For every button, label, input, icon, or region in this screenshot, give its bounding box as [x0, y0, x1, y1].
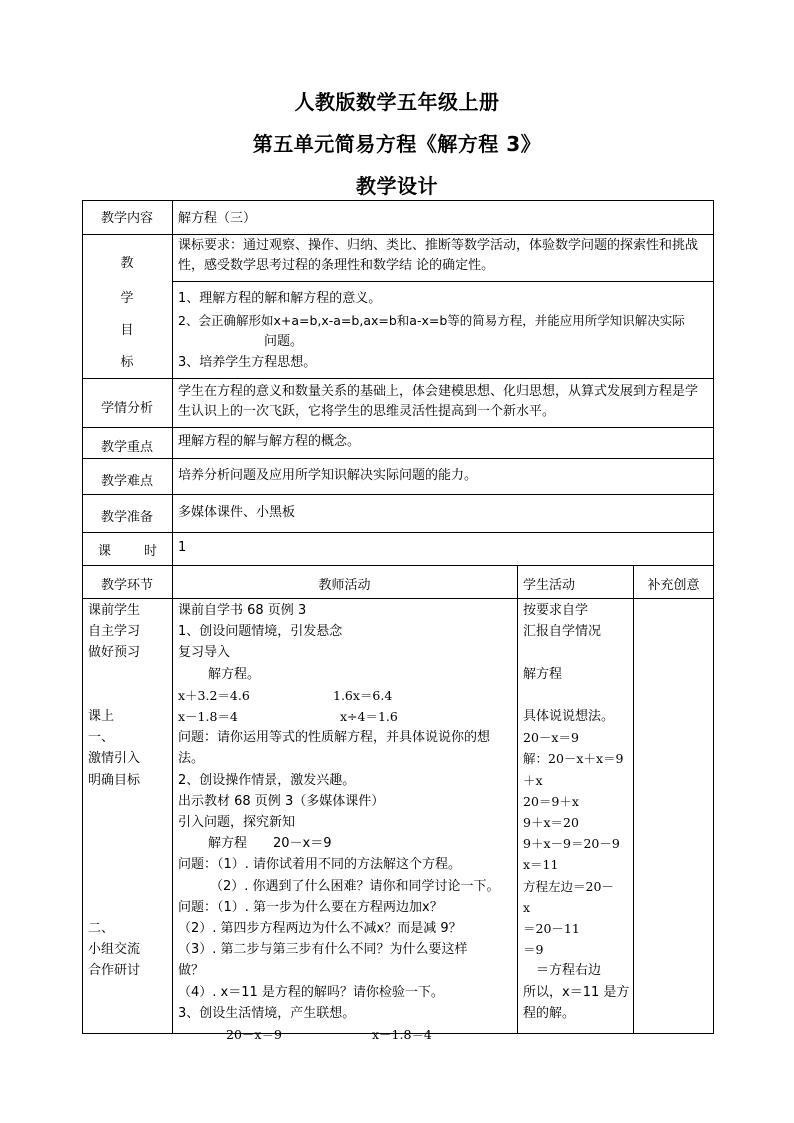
analysis-value: 学生在方程的意义和数量关系的基础上，体会建模思想、化归思想，从算式发展到方程是学生认识上的一次飞跃，它将学生的思维灵活性提高到一个新水平。 [178, 384, 699, 419]
stage-line: 小组交流 [88, 942, 141, 958]
doc-title-line2: 第五单元简易方程《解方程 3》 [252, 132, 542, 156]
teacher-activity-line: 解方程 20－x＝9 [208, 836, 332, 852]
stage-line: 课上 [88, 709, 115, 724]
stage-line: 合作研讨 [88, 963, 141, 979]
student-activity-line: 程的解。 [523, 1005, 576, 1021]
goal-item: 问题。 [264, 334, 304, 349]
prep-label: 教学准备 [100, 510, 153, 525]
content-label: 教学内容 [100, 211, 153, 226]
student-activity-line: ＝9 [523, 942, 544, 958]
header-student: 学生活动 [523, 578, 576, 593]
stage-line: 一、 [88, 730, 115, 746]
stage-line: 二、 [88, 921, 115, 936]
stage-line: 明确目标 [88, 772, 141, 788]
difficulty-label: 教学难点 [100, 474, 153, 489]
stage-line: 激情引入 [88, 751, 141, 767]
student-activity-line: ＋x [523, 772, 543, 788]
doc-title-line1: 人教版数学五年级上册 [294, 90, 500, 114]
student-activity-line: 方程左边＝20－ [523, 878, 614, 894]
hours-value: 1 [178, 540, 187, 555]
teacher-activity-line: 问题：请你运用等式的性质解方程，并具体说说你的想 [178, 730, 491, 746]
header-stage: 教学环节 [100, 578, 153, 593]
stage-line: 自主学习 [88, 624, 141, 640]
teacher-activity-line: （3）. 第二步与第三步有什么不同？为什么要这样 [178, 942, 468, 958]
teacher-activity-line: 引入问题，探究新知 [178, 815, 296, 830]
student-activity-line: x＝11 [523, 857, 559, 873]
student-activity-line: 9＋x＝20 [523, 815, 579, 830]
goals-label-char: 目 [120, 323, 134, 338]
teacher-activity-line: x－1.8＝4 [178, 709, 238, 724]
student-activity-line: 20＝9＋x [523, 793, 579, 809]
teacher-activity-line: （4）. x＝11 是方程的解吗？请你检验一下。 [178, 984, 444, 1000]
student-activity-line: 9＋x－9＝20－9 [523, 836, 620, 852]
student-activity-line: 所以，x＝11 是方 [523, 984, 630, 1000]
student-activity-line: ＝20－11 [523, 921, 580, 936]
key-label: 教学重点 [100, 440, 153, 455]
student-activity-line: 解：20－x＋x＝9 [523, 751, 624, 767]
teacher-activity-line: 课前自学书 68 页例 3 [178, 603, 307, 618]
goal-item: 2、会正确解形如x+a=b,x-a=b,ax=b和a-x=b等的简易方程，并能应用所学知识解决实际 [178, 313, 685, 328]
teacher-activity-line: 问题：（1）. 第一步为什么要在方程两边加x？ [178, 899, 443, 915]
teacher-activity-line: x＋3.2＝4.6 [178, 687, 250, 703]
teacher-activity-line: 问题：（1）. 请你试着用不同的方法解这个方程。 [178, 857, 462, 873]
teacher-activity-line: （2）. 第四步方程两边为什么不减x？而是减 9？ [178, 921, 462, 936]
student-activity-line: 解方程 [523, 666, 563, 682]
teacher-activity-line: 出示教材 68 页例 3（多媒体课件） [178, 793, 385, 809]
teacher-activity-line: 复习导入 [178, 645, 231, 661]
header-teacher: 教师活动 [318, 578, 371, 593]
curriculum-standard: 课标要求：通过观察、操作、归纳、类比、推断等数学活动，体验数学问题的探索性和挑战 性，感受数学思考过程的条理性和数学结 论的确定性。 [178, 238, 699, 273]
teacher-activity-line: x－1.8＝4 [372, 1027, 432, 1042]
difficulty-value: 培养分析问题及应用所学知识解决实际问题的能力。 [178, 468, 478, 483]
student-activity-line: 按要求自学 [523, 603, 589, 618]
teacher-activity-line: 3、创设生活情境，产生联想。 [178, 1005, 356, 1021]
stage-line: 课前学生 [88, 603, 141, 618]
student-activity-line: ＝方程右边 [523, 963, 602, 979]
hours-label-b: 时 [144, 544, 158, 559]
teacher-activity-line: 1、创设问题情境，引发悬念 [178, 624, 343, 640]
stage-line: 做好预习 [88, 645, 141, 661]
doc-title-line3: 教学设计 [356, 174, 438, 198]
goals-label-char: 学 [120, 291, 134, 306]
prep-value: 多媒体课件、小黑板 [178, 505, 296, 520]
teacher-activity-line: （2）. 你遇到了什么困难？请你和同学讨论一下。 [210, 878, 500, 894]
analysis-label: 学情分析 [100, 401, 153, 416]
teacher-activity-line: 法。 [178, 751, 205, 767]
key-value: 理解方程的解与解方程的概念。 [178, 434, 361, 449]
teacher-activity-line: 解方程。 [208, 666, 261, 682]
hours-label-a: 课 [98, 544, 112, 559]
goals-label-char: 教 [120, 256, 134, 271]
content-value: 解方程（三） [178, 211, 257, 226]
goal-item: 3、培养学生方程思想。 [178, 355, 317, 370]
goal-item: 1、理解方程的解和解方程的意义。 [178, 291, 382, 306]
teacher-activity-line: x÷4＝1.6 [340, 709, 398, 724]
teacher-activity-line: 做？ [178, 963, 205, 979]
student-activity-line: 具体说说想法。 [523, 709, 615, 724]
goals-label-char: 标 [120, 355, 134, 370]
student-activity-line: x [523, 899, 531, 915]
teacher-activity-line: 20－x＝9 [226, 1027, 282, 1042]
student-activity-line: 20－x＝9 [523, 730, 579, 746]
teacher-activity-line: 2、创设操作情景，激发兴趣。 [178, 772, 356, 788]
header-extra: 补充创意 [647, 578, 700, 593]
teacher-activity-line: 1.6x＝6.4 [333, 687, 393, 703]
student-activity-line: 汇报自学情况 [523, 624, 602, 640]
